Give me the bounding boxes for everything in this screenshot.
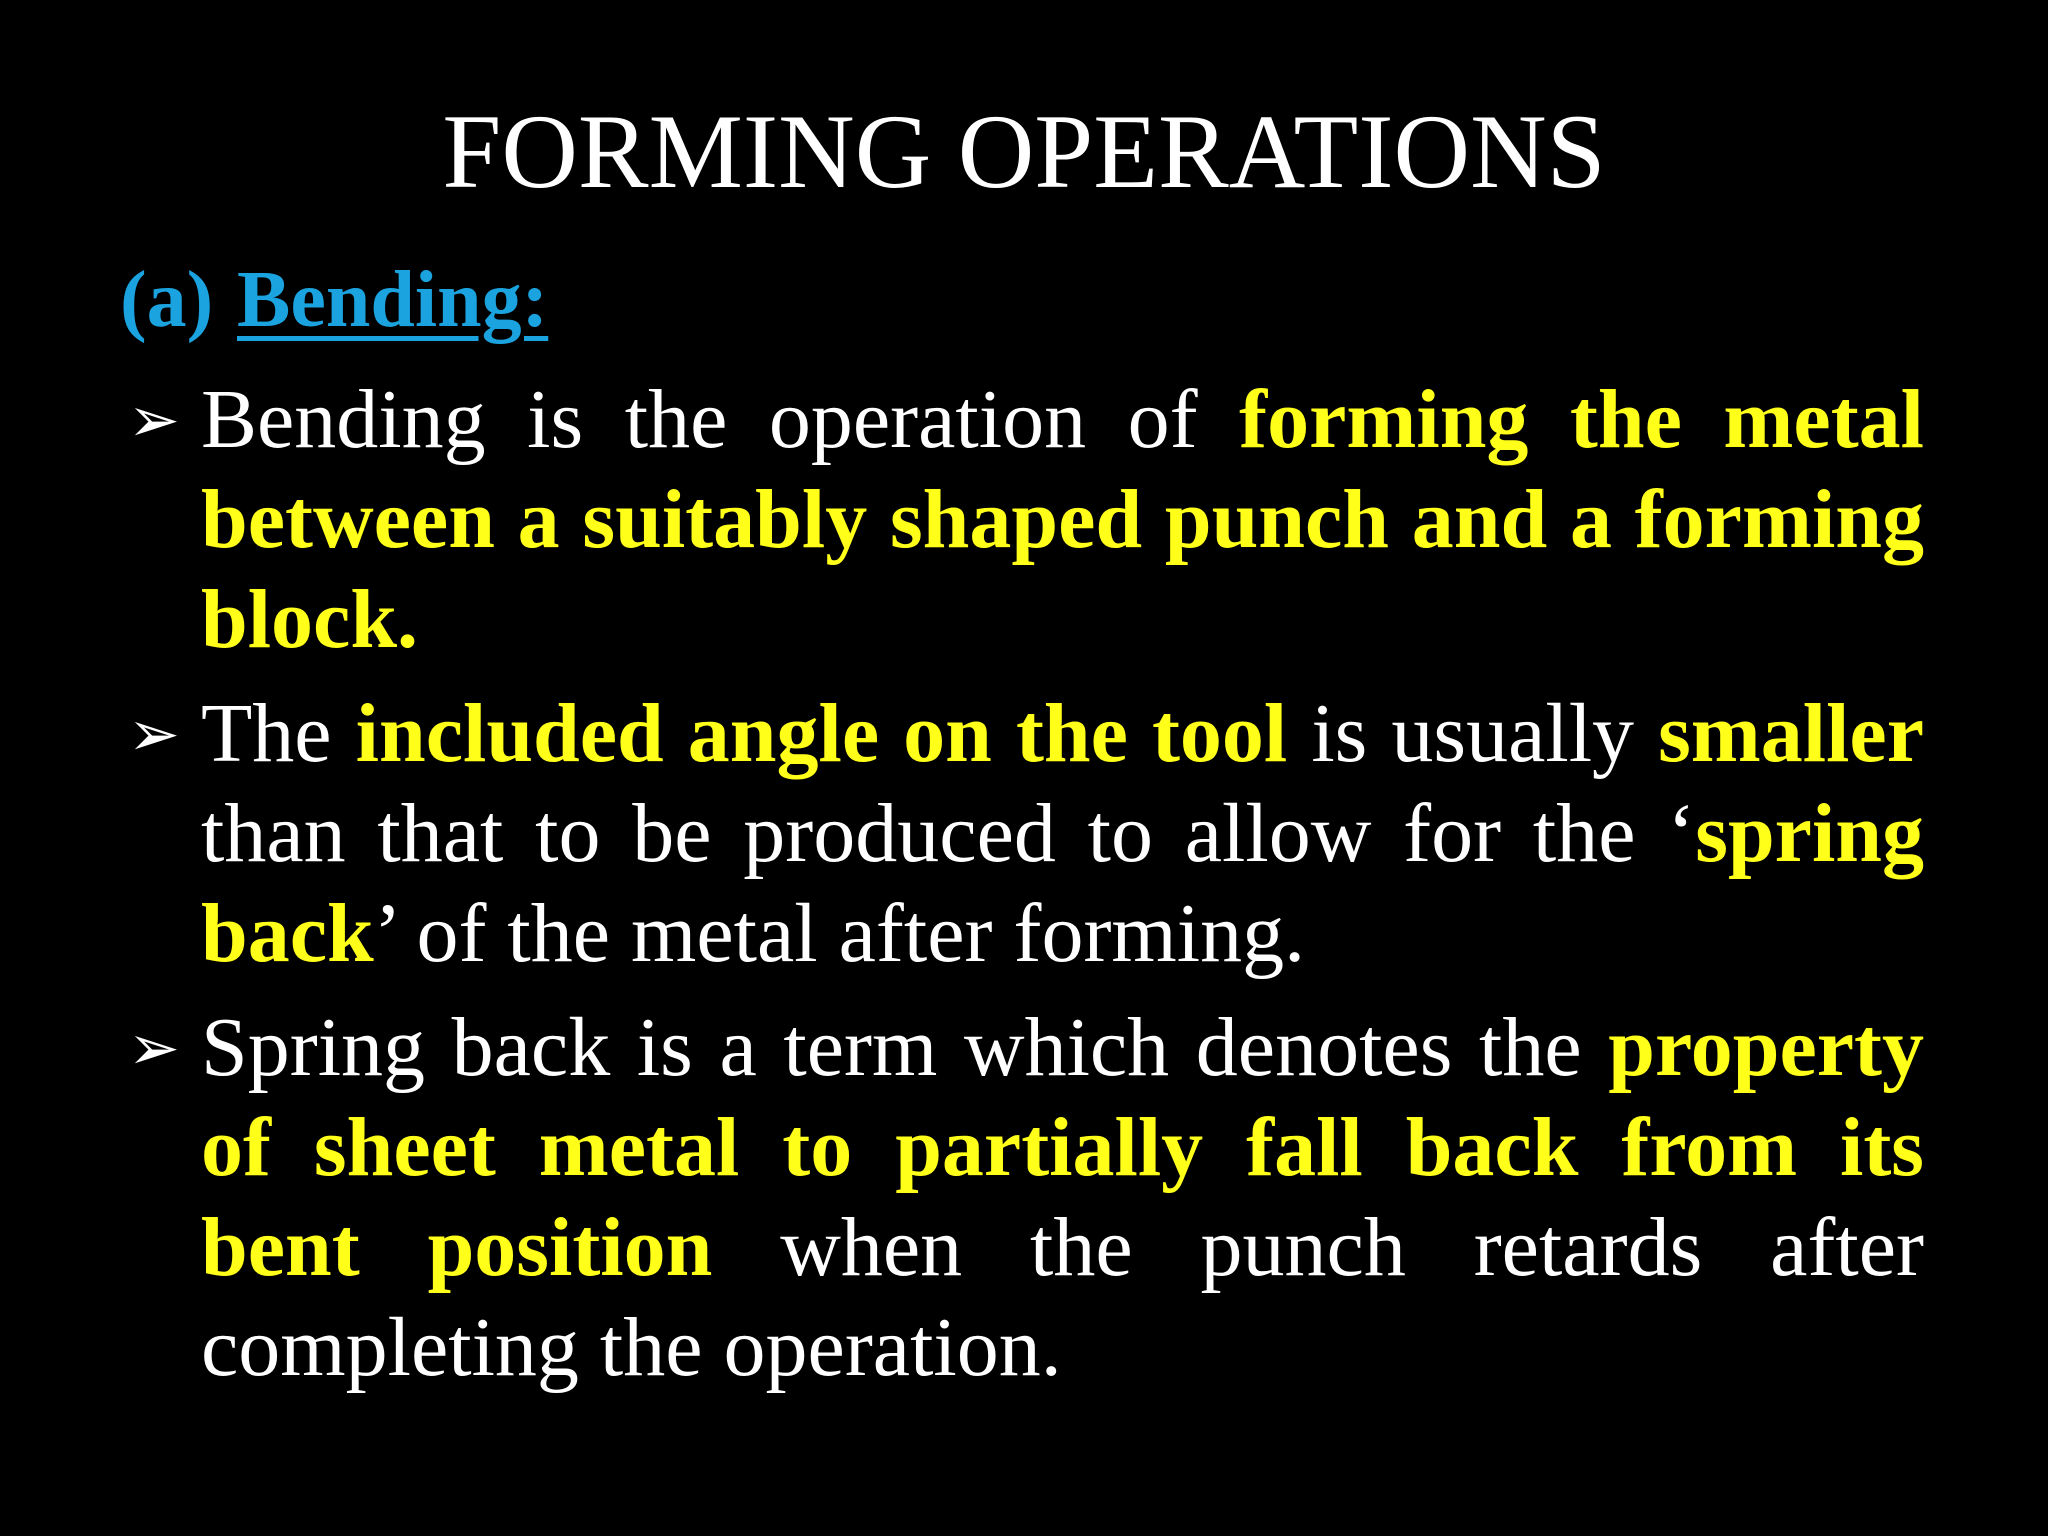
text-segment: when the punch retards after completing the operation. <box>201 1201 1924 1394</box>
text-segment: than that to be produced to allow for the ‘ <box>201 787 1696 880</box>
text-segment: The <box>201 687 356 780</box>
highlighted-text: spring back <box>201 787 1924 980</box>
arrow-bullet-icon: ➢ <box>128 1011 180 1084</box>
text-segment: ’ of the metal after forming. <box>373 887 1306 980</box>
text-segment: Spring back is a term which denotes the <box>201 1001 1609 1094</box>
bullet-text <box>201 373 1924 666</box>
section-label: Bending: <box>237 256 549 344</box>
bullet-item <box>128 998 1924 1398</box>
text-segment: is usually <box>1287 687 1659 780</box>
highlighted-text: smaller <box>1658 687 1924 780</box>
highlighted-text: property of sheet metal to partially fall back from its bent position <box>201 1001 1924 1294</box>
highlighted-text: included angle on the tool <box>355 687 1288 780</box>
bullet-list <box>128 370 1924 1412</box>
slide-title: FORMING OPERATIONS <box>442 93 1606 210</box>
section-heading <box>120 250 548 350</box>
arrow-bullet-icon: ➢ <box>128 697 180 770</box>
highlighted-text: forming the metal between a suitably shaped punch and a forming block. <box>201 373 1925 666</box>
section-marker: (a) <box>120 256 214 344</box>
bullet-item <box>128 684 1924 984</box>
bullet-text <box>201 1001 1924 1394</box>
arrow-bullet-icon: ➢ <box>128 383 180 456</box>
text-segment: Bending is the operation of <box>201 373 1240 466</box>
bullet-text <box>201 687 1924 980</box>
bullet-item <box>128 370 1924 670</box>
